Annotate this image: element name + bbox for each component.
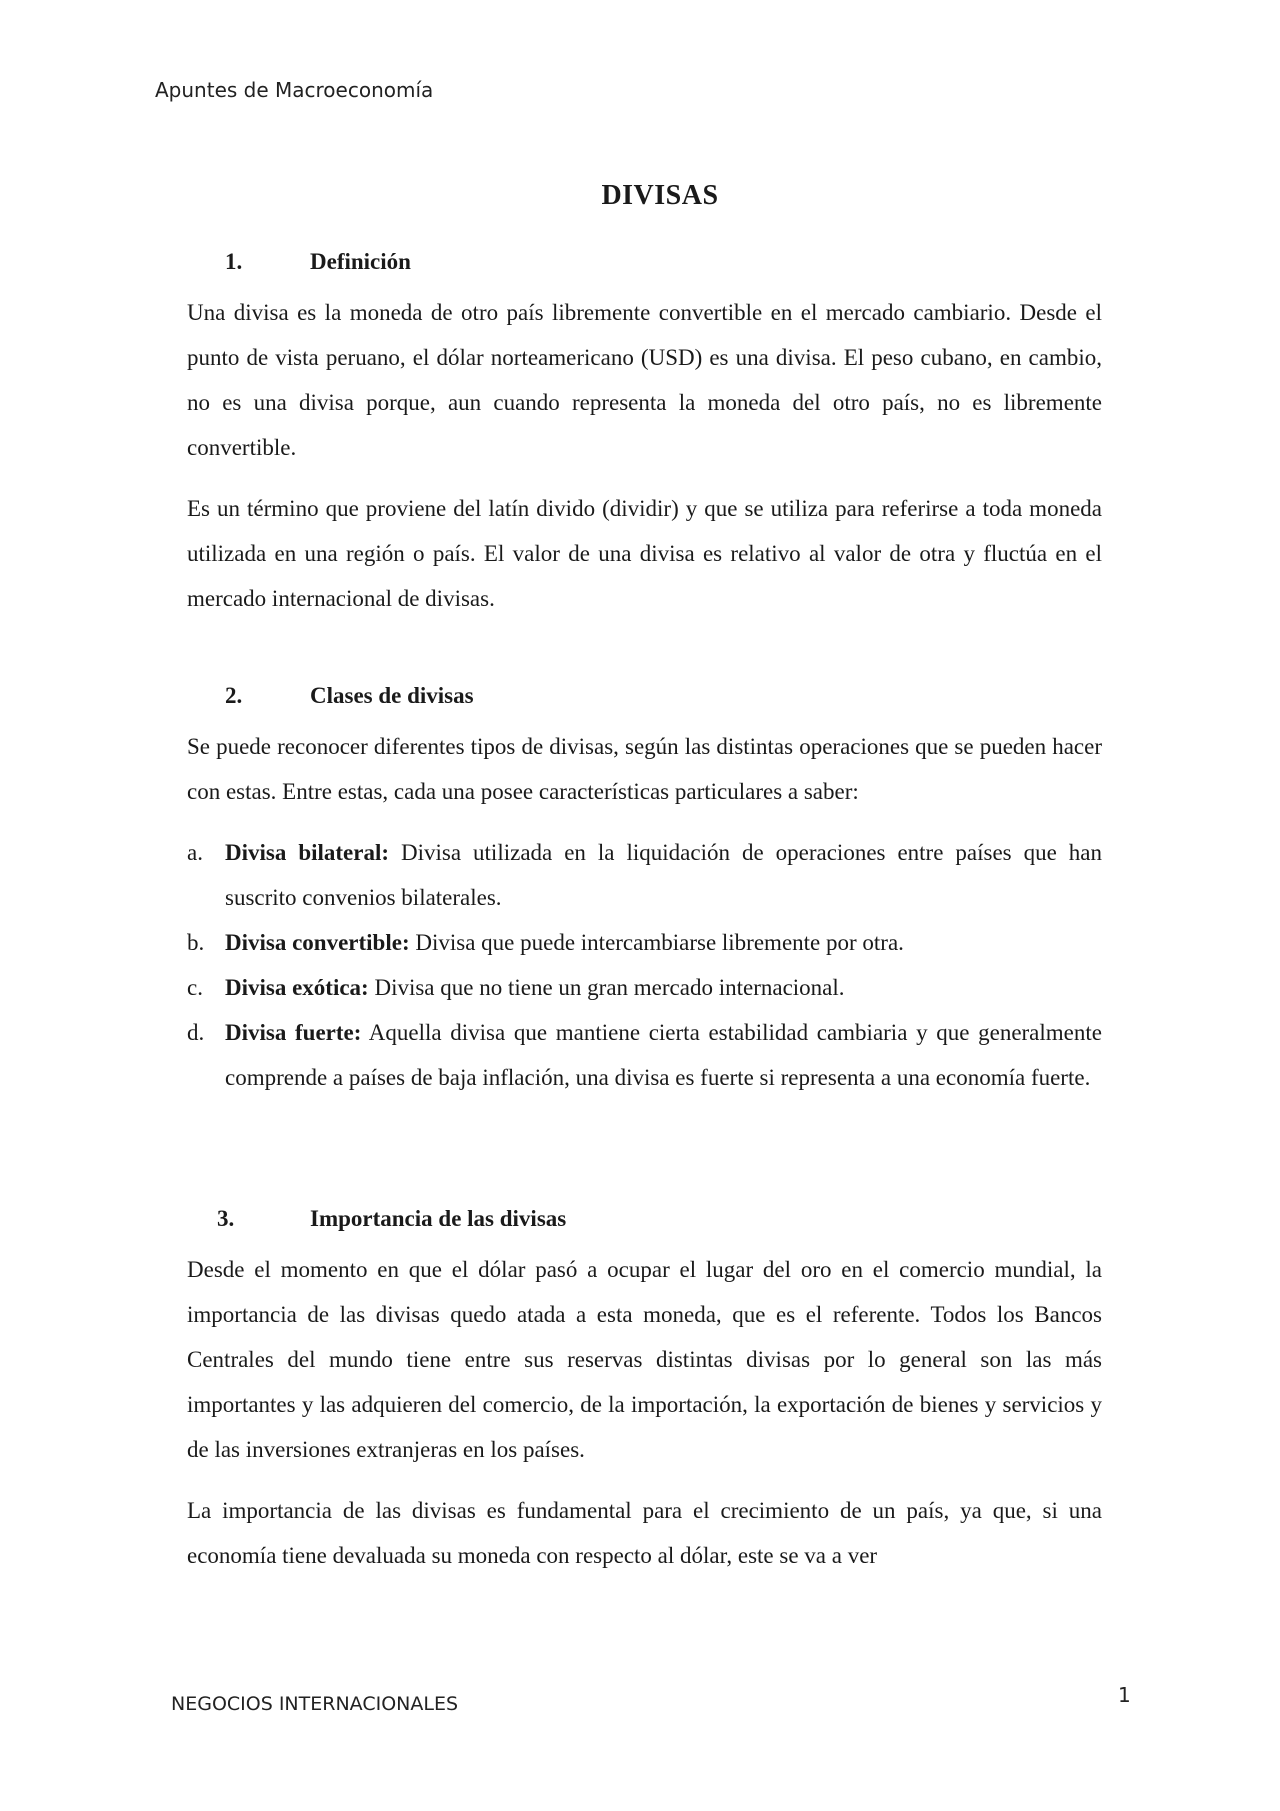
list-item-term: Divisa convertible:: [225, 930, 410, 955]
list-item-term: Divisa exótica:: [225, 975, 369, 1000]
running-footer: NEGOCIOS INTERNACIONALES: [171, 1693, 459, 1715]
section-title: Clases de divisas: [310, 683, 474, 708]
list-item-term: Divisa bilateral:: [225, 840, 390, 865]
list-marker: a.: [187, 840, 203, 865]
page-number: 1: [1118, 1683, 1131, 1707]
section-number: 3.: [217, 1206, 235, 1231]
running-header: Apuntes de Macroeconomía: [155, 78, 434, 102]
paragraph: Es un término que proviene del latín divido (dividir) y que se utiliza para referirse a toda moneda utilizada en una región o país. El valor de una divisa es relativo al valor de otra y fluctúa en el mercado internacional de divisas.: [187, 496, 1102, 611]
list-marker: b.: [187, 930, 205, 955]
divisa-types-list: [187, 830, 1102, 1100]
list-item: [187, 1010, 1102, 1100]
list-item: [187, 920, 1102, 965]
list-item-text: Divisa utilizada en la liquidación de operaciones entre países que han suscrito convenios bilaterales.: [225, 840, 1102, 910]
list-item-text: Divisa que no tiene un gran mercado internacional.: [368, 975, 845, 1000]
list-item-text: Aquella divisa que mantiene cierta estabilidad cambiaria y que generalmente comprende a países de baja inflación, una divisa es fuerte si representa a una economía fuerte.: [225, 1020, 1102, 1090]
list-item: [187, 830, 1102, 920]
section-number: 1.: [225, 249, 243, 274]
paragraph: Se puede reconocer diferentes tipos de divisas, según las distintas operaciones que se pueden hacer con estas. Entre estas, cada una posee características particulares a saber:: [187, 734, 1102, 804]
document-title: DIVISAS: [601, 180, 719, 211]
list-item-text: Divisa que puede intercambiarse libremente por otra.: [409, 930, 904, 955]
paragraph: Desde el momento en que el dólar pasó a ocupar el lugar del oro en el comercio mundial, la importancia de las divisas quedo atada a esta moneda, que es el referente. Todos los Bancos Centrales del mundo tiene entre sus reservas distintas divisas por lo general son las más importantes y las adquieren del comercio, de la importación, la exportación de bienes y servicios y de las inversiones extranjeras en los países.: [187, 1257, 1102, 1462]
paragraph: La importancia de las divisas es fundamental para el crecimiento de un país, ya que, si una economía tiene devaluada su moneda con respecto al dólar, este se va a ver: [187, 1498, 1102, 1568]
section-title: Importancia de las divisas: [310, 1206, 567, 1231]
section-title: Definición: [310, 249, 411, 274]
list-item-term: Divisa fuerte:: [225, 1020, 362, 1045]
list-marker: d.: [187, 1020, 205, 1045]
paragraph: Una divisa es la moneda de otro país libremente convertible en el mercado cambiario. Desde el punto de vista peruano, el dólar norteamericano (USD) es una divisa. El peso cubano, en cambio, no es una divisa porque, aun cuando representa la moneda del otro país, no es libremente convertible.: [187, 300, 1102, 460]
list-marker: c.: [187, 975, 203, 1000]
list-item: [187, 965, 1102, 1010]
section-number: 2.: [225, 683, 243, 708]
